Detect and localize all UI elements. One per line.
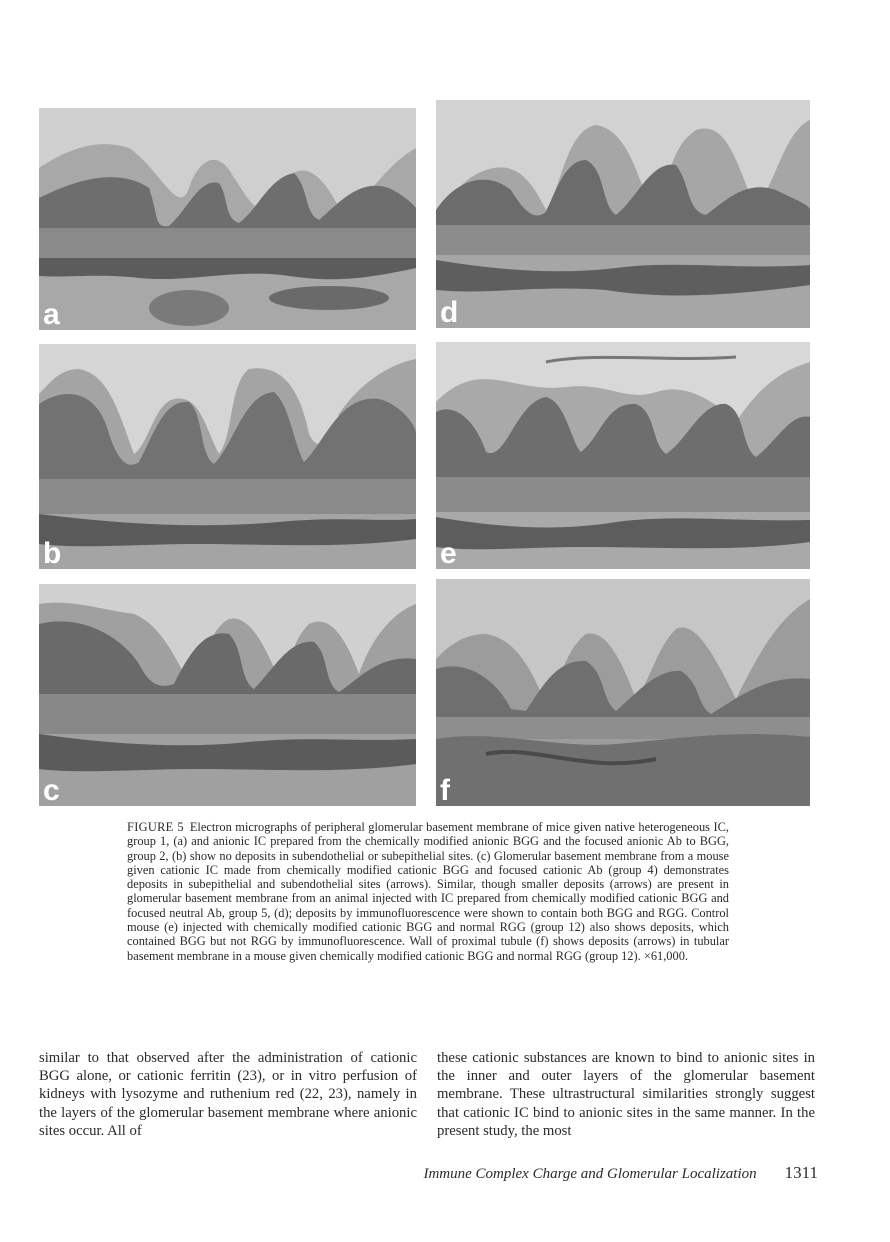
micrograph-panel-d [436, 100, 810, 328]
page-footer [423, 1163, 818, 1183]
micrograph-image-b [39, 344, 416, 569]
micrograph-panel-c [39, 584, 416, 806]
micrograph-panel-e [436, 342, 810, 569]
panel-label-c: c [43, 774, 60, 806]
micrograph-image-e [436, 342, 810, 569]
panel-label-d: d [440, 296, 459, 328]
panel-label-e: e [440, 537, 457, 569]
caption-text: Electron micrographs of peripheral glomerular basement membrane of mice given native heterogeneous IC, group 1, (a) and anionic IC prepared from the chemically modified anionic BGG and the focused anionic Ab to BGG, group 2, (b) show no deposits in subendothelial or subepithelial sites. (c) Glomerular basement membrane from a mouse given cationic IC made from chemically modified cationic BGG and focused cationic Ab (group 4) demonstrates deposits in subepithelial and subendothelial sites (arrows). Similar, though smaller deposits (arrows) are present in glomerular basement membrane from an animal injected with IC prepared from chemically modified cationic BGG and focused neutral Ab, group 5, (d); deposits by immunofluorescence were shown to contain both BGG and RGG. Control mouse (e) injected with chemically modified cationic BGG and normal RGG (group 12) also shows deposits, which contained BGG but not RGG by immunofluorescence. Wall of proximal tubule (f) shows deposits (arrows) in tubular basement membrane in a mouse given chemically modified cationic BGG and normal RGG (group 12). ×61,000. [127, 820, 729, 963]
body-text-right-column: these cationic substances are known to bind to anionic sites in the inner and outer layers of the glomerular basement membrane. These ultrastructural similarities strongly suggest that cationic IC bind to anionic sites in the same manner. In the present study, the most [437, 1050, 815, 1139]
micrograph-panel-a [39, 108, 416, 330]
micrograph-panel-f [436, 579, 810, 806]
panel-label-b: b [43, 537, 62, 569]
micrograph-image-f [436, 579, 810, 806]
panel-label-f: f [440, 774, 450, 806]
running-title: Immune Complex Charge and Glomerular Localization [423, 1166, 757, 1182]
page-number: 1311 [784, 1163, 818, 1182]
body-text-left-column: similar to that observed after the administration of cationic BGG alone, or cationic ferritin (23), or in vitro perfusion of kidneys with lysozyme and ruthenium red (22, 23), namely in the layers of the glomerular basement membrane where anionic sites occur. All of [39, 1050, 417, 1139]
micrograph-image-a [39, 108, 416, 330]
micrograph-image-d [436, 100, 810, 328]
micrograph-image-c [39, 584, 416, 806]
panel-label-a: a [43, 298, 60, 330]
micrograph-panel-b [39, 344, 416, 569]
figure-label: FIGURE 5 [127, 820, 184, 834]
figure-caption [127, 820, 729, 963]
